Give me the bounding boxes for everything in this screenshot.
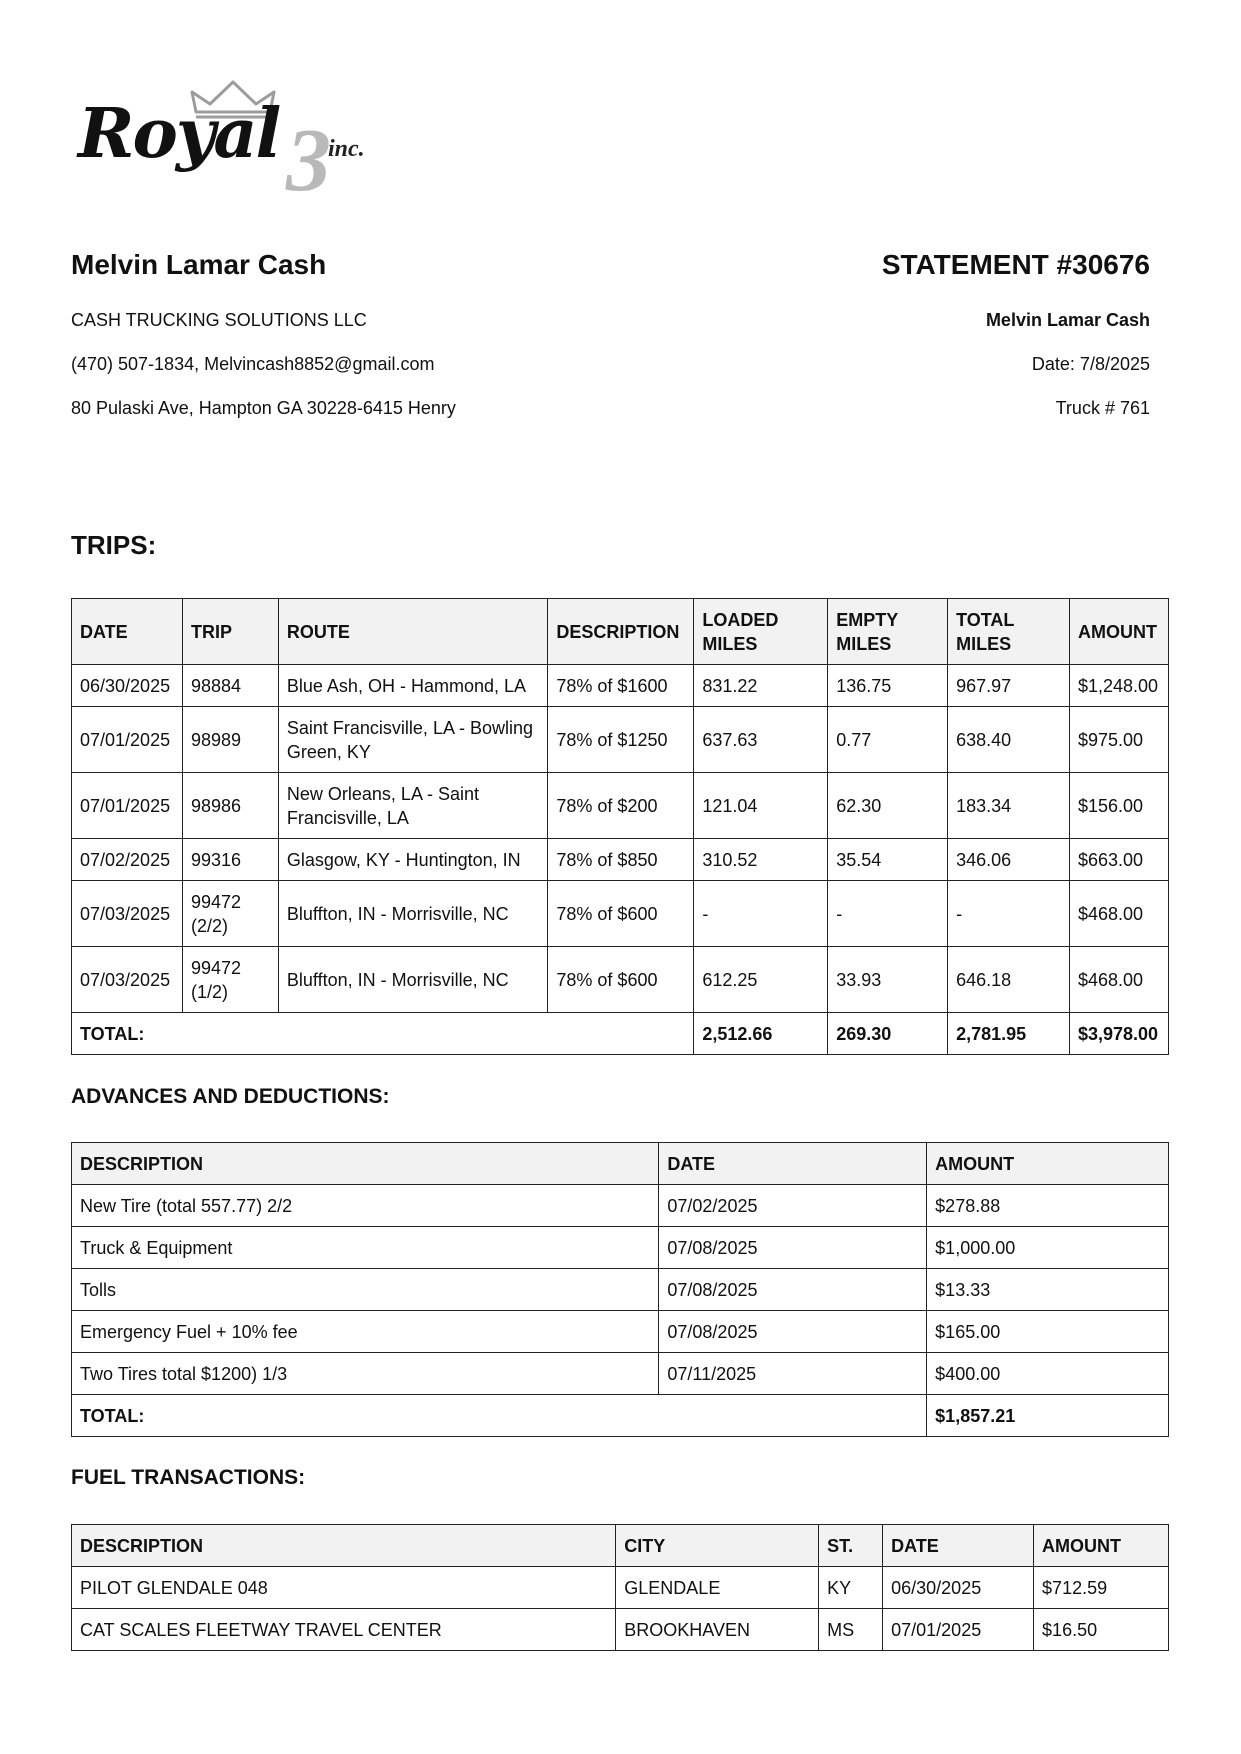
total-amount: $1,857.21 xyxy=(927,1395,1169,1437)
column-header: DESCRIPTION xyxy=(72,1143,659,1185)
driver-name: Melvin Lamar Cash xyxy=(71,249,327,280)
table-row xyxy=(72,1185,1169,1227)
cell-description: PILOT GLENDALE 048 xyxy=(72,1567,616,1609)
cell-amount: $975.00 xyxy=(1069,707,1168,773)
total-total-miles: 2,781.95 xyxy=(948,1013,1070,1055)
cell-amount: $712.59 xyxy=(1034,1567,1169,1609)
cell-date: 06/30/2025 xyxy=(883,1567,1034,1609)
table-header-row xyxy=(72,1143,1169,1185)
cell-description: Tolls xyxy=(72,1269,659,1311)
cell-trip: 99316 xyxy=(182,839,278,881)
cell-date: 07/01/2025 xyxy=(883,1609,1034,1651)
statement-date: Date: 7/8/2025 xyxy=(1031,354,1150,374)
statement-title: STATEMENT #30676 xyxy=(881,249,1150,280)
cell-route: Glasgow, KY - Huntington, IN xyxy=(278,839,548,881)
column-header: DATE xyxy=(72,599,183,665)
cell-loaded-miles: 831.22 xyxy=(694,665,828,707)
cell-date: 07/03/2025 xyxy=(72,947,183,1013)
company-logo xyxy=(78,80,378,210)
table-row xyxy=(72,881,1169,947)
column-header: TOTAL MILES xyxy=(948,599,1070,665)
cell-amount: $16.50 xyxy=(1034,1609,1169,1651)
cell-route: Blue Ash, OH - Hammond, LA xyxy=(278,665,548,707)
cell-date: 07/11/2025 xyxy=(659,1353,927,1395)
cell-date: 07/08/2025 xyxy=(659,1311,927,1353)
cell-description: Truck & Equipment xyxy=(72,1227,659,1269)
column-header: DESCRIPTION xyxy=(72,1525,616,1567)
cell-amount: $400.00 xyxy=(927,1353,1169,1395)
total-label: TOTAL: xyxy=(72,1395,927,1437)
cell-description: 78% of $1600 xyxy=(548,665,694,707)
cell-description: 78% of $600 xyxy=(548,881,694,947)
statement-name: Melvin Lamar Cash xyxy=(985,310,1150,330)
cell-state: MS xyxy=(819,1609,883,1651)
cell-amount: $156.00 xyxy=(1069,773,1168,839)
cell-route: Saint Francisville, LA - Bowling Green, KY xyxy=(278,707,548,773)
logo-wordmark: Royal xyxy=(78,94,280,174)
column-header: CITY xyxy=(616,1525,819,1567)
cell-description: 78% of $850 xyxy=(548,839,694,881)
table-row xyxy=(72,1609,1169,1651)
cell-city: GLENDALE xyxy=(616,1567,819,1609)
cell-trip: 99472 (1/2) xyxy=(182,947,278,1013)
column-header: LOADED MILES xyxy=(694,599,828,665)
table-row xyxy=(72,1311,1169,1353)
fuel-title: FUEL TRANSACTIONS: xyxy=(71,1466,306,1489)
cell-trip: 98986 xyxy=(182,773,278,839)
column-header: ST. xyxy=(819,1525,883,1567)
cell-total-miles: 638.40 xyxy=(948,707,1070,773)
total-label: TOTAL: xyxy=(72,1013,694,1055)
cell-route: New Orleans, LA - Saint Francisville, LA xyxy=(278,773,548,839)
cell-route: Bluffton, IN - Morrisville, NC xyxy=(278,947,548,1013)
cell-amount: $278.88 xyxy=(927,1185,1169,1227)
total-row xyxy=(72,1013,1169,1055)
cell-empty-miles: 62.30 xyxy=(828,773,948,839)
cell-date: 07/03/2025 xyxy=(72,881,183,947)
table-row xyxy=(72,1353,1169,1395)
cell-amount: $663.00 xyxy=(1069,839,1168,881)
trips-table xyxy=(71,598,1169,1055)
cell-description: CAT SCALES FLEETWAY TRAVEL CENTER xyxy=(72,1609,616,1651)
cell-empty-miles: 0.77 xyxy=(828,707,948,773)
cell-route: Bluffton, IN - Morrisville, NC xyxy=(278,881,548,947)
cell-amount: $1,248.00 xyxy=(1069,665,1168,707)
cell-date: 06/30/2025 xyxy=(72,665,183,707)
cell-description: 78% of $1250 xyxy=(548,707,694,773)
table-row xyxy=(72,1567,1169,1609)
table-row xyxy=(72,947,1169,1013)
fuel-table xyxy=(71,1524,1169,1651)
column-header: DATE xyxy=(883,1525,1034,1567)
cell-amount: $468.00 xyxy=(1069,881,1168,947)
column-header: DATE xyxy=(659,1143,927,1185)
logo-numeral: 3 xyxy=(286,111,331,210)
cell-trip: 99472 (2/2) xyxy=(182,881,278,947)
column-header: EMPTY MILES xyxy=(828,599,948,665)
table-header-row xyxy=(72,599,1169,665)
cell-description: Two Tires total $1200) 1/3 xyxy=(72,1353,659,1395)
cell-description: 78% of $600 xyxy=(548,947,694,1013)
cell-total-miles: 967.97 xyxy=(948,665,1070,707)
deductions-table xyxy=(71,1142,1169,1437)
total-row xyxy=(72,1395,1169,1437)
trips-title: TRIPS: xyxy=(71,530,157,560)
cell-loaded-miles: 612.25 xyxy=(694,947,828,1013)
cell-total-miles: 346.06 xyxy=(948,839,1070,881)
cell-total-miles: 646.18 xyxy=(948,947,1070,1013)
contact-info: (470) 507-1834, Melvincash8852@gmail.com xyxy=(71,354,435,374)
cell-description: 78% of $200 xyxy=(548,773,694,839)
table-row xyxy=(72,707,1169,773)
cell-description: Emergency Fuel + 10% fee xyxy=(72,1311,659,1353)
cell-empty-miles: 136.75 xyxy=(828,665,948,707)
cell-date: 07/02/2025 xyxy=(659,1185,927,1227)
cell-total-miles: 183.34 xyxy=(948,773,1070,839)
cell-trip: 98884 xyxy=(182,665,278,707)
total-loaded-miles: 2,512.66 xyxy=(694,1013,828,1055)
column-header: DESCRIPTION xyxy=(548,599,694,665)
cell-amount: $1,000.00 xyxy=(927,1227,1169,1269)
column-header: AMOUNT xyxy=(927,1143,1169,1185)
cell-loaded-miles: 121.04 xyxy=(694,773,828,839)
cell-date: 07/08/2025 xyxy=(659,1269,927,1311)
column-header: AMOUNT xyxy=(1069,599,1168,665)
column-header: ROUTE xyxy=(278,599,548,665)
table-row xyxy=(72,773,1169,839)
cell-date: 07/01/2025 xyxy=(72,707,183,773)
cell-empty-miles: - xyxy=(828,881,948,947)
truck-number: Truck # 761 xyxy=(1055,398,1150,418)
table-row xyxy=(72,665,1169,707)
cell-date: 07/01/2025 xyxy=(72,773,183,839)
cell-loaded-miles: 310.52 xyxy=(694,839,828,881)
table-row xyxy=(72,1269,1169,1311)
cell-amount: $468.00 xyxy=(1069,947,1168,1013)
cell-loaded-miles: - xyxy=(694,881,828,947)
company-name: CASH TRUCKING SOLUTIONS LLC xyxy=(71,310,367,330)
cell-city: BROOKHAVEN xyxy=(616,1609,819,1651)
table-header-row xyxy=(72,1525,1169,1567)
column-header: AMOUNT xyxy=(1034,1525,1169,1567)
cell-description: New Tire (total 557.77) 2/2 xyxy=(72,1185,659,1227)
logo-inc: inc. xyxy=(328,136,365,162)
column-header: TRIP xyxy=(182,599,278,665)
cell-state: KY xyxy=(819,1567,883,1609)
cell-amount: $13.33 xyxy=(927,1269,1169,1311)
cell-empty-miles: 35.54 xyxy=(828,839,948,881)
cell-total-miles: - xyxy=(948,881,1070,947)
cell-date: 07/08/2025 xyxy=(659,1227,927,1269)
cell-loaded-miles: 637.63 xyxy=(694,707,828,773)
total-empty-miles: 269.30 xyxy=(828,1013,948,1055)
table-row xyxy=(72,839,1169,881)
table-row xyxy=(72,1227,1169,1269)
cell-date: 07/02/2025 xyxy=(72,839,183,881)
deductions-title: ADVANCES AND DEDUCTIONS: xyxy=(71,1085,390,1108)
address: 80 Pulaski Ave, Hampton GA 30228-6415 Henry xyxy=(71,398,456,418)
cell-trip: 98989 xyxy=(182,707,278,773)
total-amount: $3,978.00 xyxy=(1069,1013,1168,1055)
cell-empty-miles: 33.93 xyxy=(828,947,948,1013)
cell-amount: $165.00 xyxy=(927,1311,1169,1353)
